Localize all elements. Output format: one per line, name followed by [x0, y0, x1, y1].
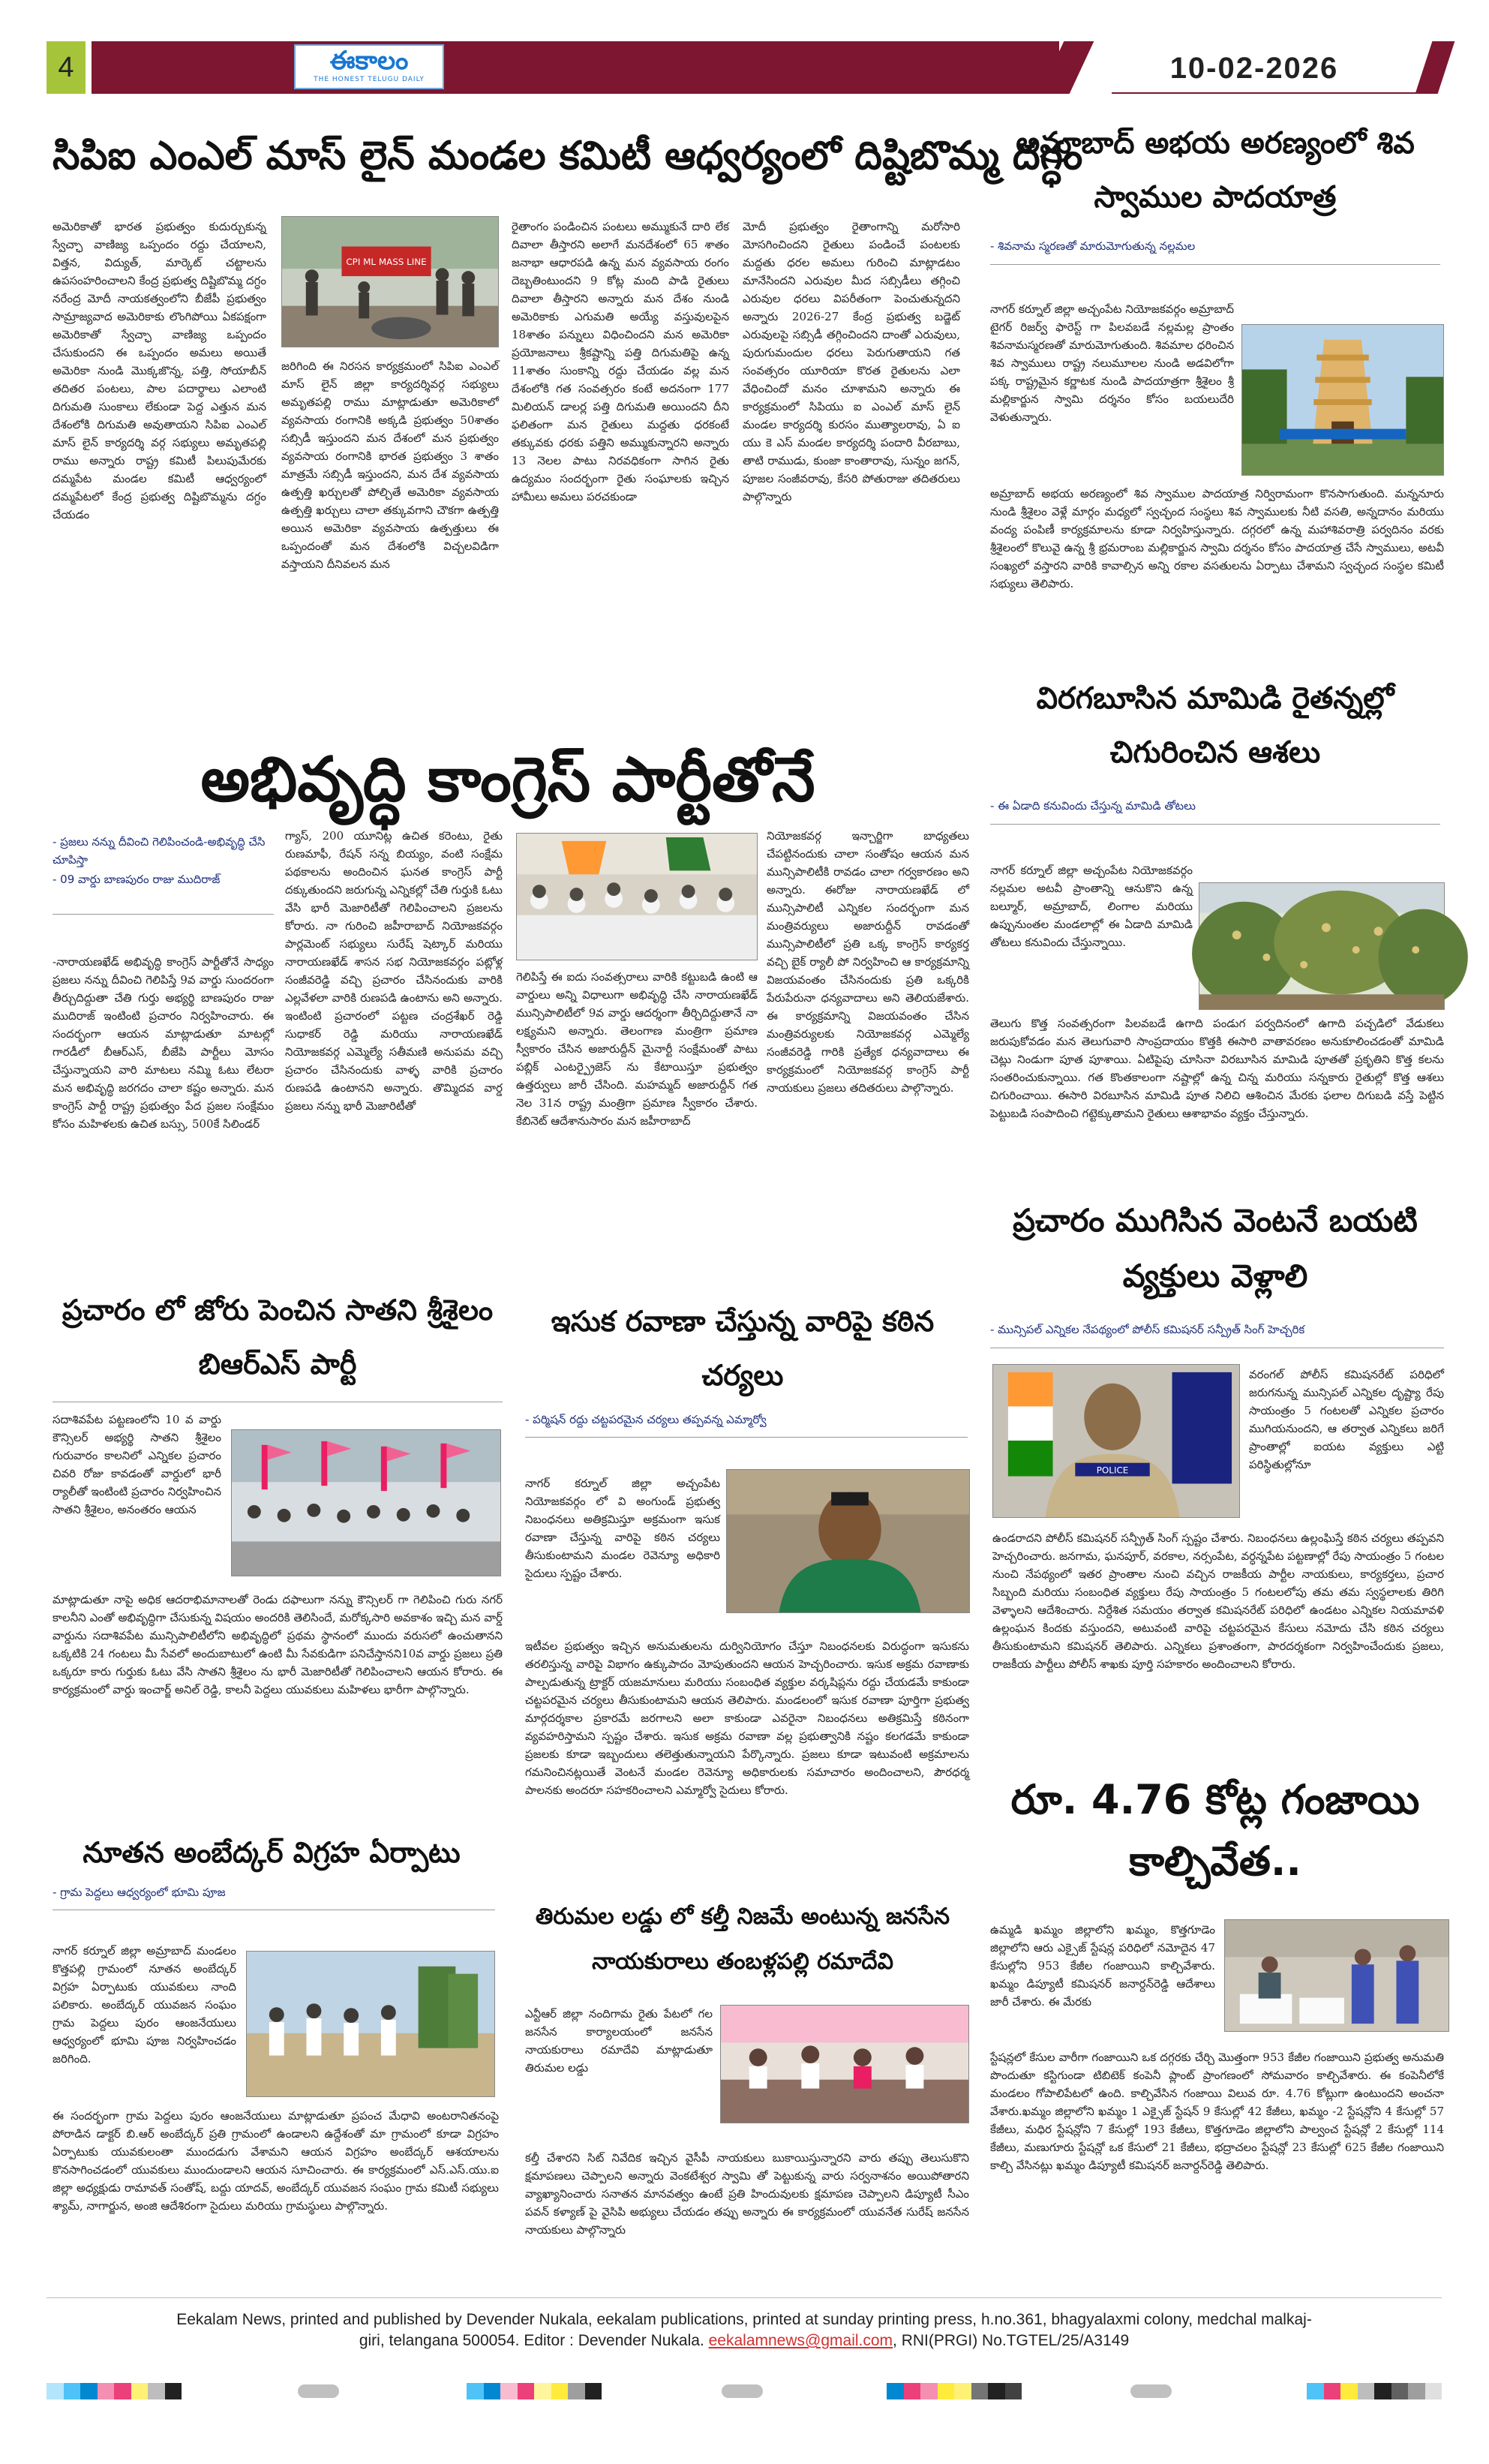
- sand-text-top: నాగర్ కర్నూల్ జిల్లా అచ్చంపేట నియోజకవర్గం లో వి అంగుండ్ ప్రభుత్వ నిబంధనలు అతిక్రమిస్తూ అక్రమంగా ఇసుక రవాణా చేస్తున్న వారిపై కఠిన చర్యలు తీసుకుంటామని మండల రెవెన్యూ అధికారి సైదులు స్పష్టం చేశారు.: [525, 1477, 720, 1580]
- mango-text-bottom: తెలుగు కొత్త సంవత్సరంగా పిలవబడే ఉగాది పండుగ పర్వదినంలో ఉగాది పచ్చడిలో వేడుకలు జరుపుకోవడం మన తెలుగువారి సాంప్రదాయం కొత్తకి ఈసారి వాతావరణం అనుకూలించడంతో మామిడి చెట్లు నిండుగా పూత పూశాయి. ఏటిపైపు చూసినా విరబూసిన మామిడి పూతతో ప్రకృతిని కొత్త కలను సంతరించుకున్నాయి. గత కొంతకాలంగా నష్టాల్లో ఉన్న చిన్న మరియు సన్నకారు రైతుల్లో కొత్త ఆశలు చిగురించాయి. ఈసారి విరబూసిన మామిడి పూత నిలిచి ఆశించిన మేరకు ఫలాల దిగుబడి వస్తే పెట్టిన పెట్టుబడి సంపాదించి గట్టెక్కుతామని రైతులు ఆశాభావం వ్యక్తం చేస్తున్నారు.: [990, 1017, 1444, 1120]
- footer-line-2-start: giri, telangana 500054. Editor : Devender Nukala.: [359, 2332, 709, 2349]
- headline-mango: విరగబూసిన మామిడి రైతన్నల్లో చిగురించిన ఆశలు: [1036, 681, 1394, 770]
- header-slant-right: [1415, 41, 1455, 94]
- sand-rule: [525, 1437, 968, 1438]
- footer-imprint: [47, 2309, 1442, 2354]
- ganja-text-bottom: స్టేషన్లలో కేసుల వారీగా గంజాయిని ఒక దగ్గరకు చేర్చి మొత్తంగా 953 కేజీల గంజాయిని ప్రభుత్వ అనుమతి పొందుతూ కస్టిగుండా టిబిటెక్ కంపెనీ ప్లాంట్ ప్రాంగణంలో సోమవారం కాల్చివేశారు. ఈ కంపెనీలోకే మండలం గోపాలిపేటలో ఉంది. కాల్చివేసిన గంజాయి విలువ రూ. 4.76 కోట్లుగా ఉంటుందని అంచనా వేశారు.ఖమ్మం జిల్లాలోని ఖమ్మం 1 ఎక్సైజ్ స్టేషన్ 9 కేసుల్లో 42 కేజీలు, ఖమ్మం -2 స్టేషన్లోని 4 కేసుల్లో 57 కేజీలు, మధిర స్టేషన్లోని 7 కేసుల్లో 193 కేజీలు, కొత్తగూడెం జిల్లాలోని పాల్వంచ స్టేషన్లో 2 కేసుల్లో 114 కేజీలు, మణుగూరు స్టేషన్లో ఒక కేసులో 21 కేజీలు, భద్రాచలం స్టేషన్లో 23 కేసుల్లో 625 కేజీల గంజాయిని కాల్చి వేసినట్లు ఖమ్మం డిప్యూటీ కమిషనర్ జనార్దన్‌రెడ్డి తెలిపారు.: [990, 2051, 1444, 2172]
- cpi-col2: జరిగింది ఈ నిరసన కార్యక్రమంలో సిపిఐ ఎంఎల్ మాస్ లైన్ జిల్లా కార్యదర్శివర్గ సభ్యులు అమృతపల్లి రాము మాట్లాడుతూ అమెరికాలో వ్యవసాయ రంగానికి అక్కడి ప్రభుత్వం 50శాతం సబ్సిడీ ఇస్తుందని మన దేశంలో మన ప్రభుత్వం వ్యవసాయ రంగానికి భారత ప్రభుత్వం 3 శాతం మాత్రమే సబ్సిడీ ఇస్తుందని, మన దేశ వ్యవసాయ ఉత్పత్తి ఖర్చులతో పోల్చితే అమెరికా వ్యవసాయ ఉత్పత్తి ఖర్చులు చాలా తక్కువగాని చౌకగా ఉత్పత్తి అయిన అమెరికా వ్యవసాయ ఉత్పత్తులు ఈ ఒప్పందంతో మన దేశంలోకి విచ్చలవిడిగా వస్తాయని దీనివలన మన: [281, 359, 499, 571]
- mango-rule: [990, 824, 1440, 825]
- page-number: 4: [58, 52, 74, 83]
- headline-congress: అభివృద్ధి కాంగ్రెస్ పార్టీతోనే: [200, 744, 815, 816]
- headline-sand: ఇసుక రవాణా చేస్తున్న వారిపై కఠిన చర్యలు: [551, 1305, 935, 1392]
- footer-email-link[interactable]: eekalamnews@gmail.com: [708, 2332, 893, 2349]
- brs-text-left: సదాశివపేట పట్టణంలోని 10 వ వార్డు కౌన్సిలర్ అభ్యర్థి సాతని శ్రీశైలం గురువారం కాలనిలో ఎన్నికల ప్రచారం చివరి రోజు కావడంతో వార్డులో భారీ ర్యాలీతో ఇంటింటి ప్రచారం నిర్వహించిన సాతని శ్రీశైలం, అనంతరం ఆయన: [53, 1413, 221, 1516]
- ambedkar-text-top: నాగర్ కర్నూల్ జిల్లా అమ్రాబాద్ మండలం కొత్తపల్లి గ్రామంలో నూతన అంబేద్కర్ విగ్రహ ఏర్పాటుకు యువకులు నాంది పలికారు. అంబేద్కర్ యువజన సంఘం గ్రామ పెద్దలు పురం ఆంజనేయులు ఆధ్వర్యంలో భూమి పూజ నిర్వహించడం జరిగింది.: [53, 1944, 236, 2066]
- headline-ganja: రూ. 4.76 కోట్ల గంజాయి కాల్చివేత..: [1010, 1776, 1420, 1885]
- footer-rule: [47, 2297, 1442, 2298]
- amrabad-subtitle: - శివనామ స్మరణతో మారుమోగుతున్న నల్లమల: [990, 239, 1196, 253]
- cpi-col1: అమెరికాతో భారత ప్రభుత్వం కుదుర్చుకున్న స్వేచ్ఛా వాణిజ్య ఒప్పందం రద్దు చేయాలని, విత్తన, విద్యుత్, మార్కెట్ చట్టాలను ఉపసంహరించాలని కేంద్ర ప్రభుత్వ దిష్టిబొమ్మ దగ్ధం నరేంద్ర మోదీ నాయకత్వంలోని బీజేపీ ప్రభుత్వం సామ్రాజ్యవాద అమెరికాకు లొంగిపోయి ఏకపక్షంగా అమెరికాతో స్వేచ్ఛా వాణిజ్య ఒప్పందం చేసుకుందని ఈ ఒప్పందం అమలు అయితే అమెరికా నుండి మొక్కజొన్న, పత్తి, సోయాబీన్ తదితర పంటలు, పాల పదార్థాలు ఎలాంటి దిగుమతి సుంకాలు లేకుండా పెద్ద ఎత్తున మన దేశంలోకి దిగుమతి అవుతాయని సిపిఐ ఎంఎల్ మాస్ లైన్ కార్యదర్శి వర్గ సభ్యులు అమృతపల్లి రాము అన్నారు రాష్ట్ర కమిటీ పిలుపుమేరకు దమ్మపేట మండల కమిటీ ఆధ్వర్యంలో దమ్మపేటలో కేంద్ర ప్రభుత్వ దిష్టిబొమ్మను దగ్ధం చేయడం: [53, 220, 266, 521]
- footer-line-2: [47, 2330, 1442, 2351]
- headline-cpi: సిపిఐ ఎంఎల్ మాస్ లైన్ మండల కమిటీ ఆధ్వర్యంలో దిష్టిబొమ్మ దగ్ధం: [53, 134, 1083, 179]
- police-subtitle: - మున్సిపల్ ఎన్నికల నేపథ్యంలో పోలీస్ కమిషనర్ సన్ప్రీత్ సింగ్ హెచ్చరిక: [990, 1323, 1305, 1336]
- congress-col1: -నారాయణఖేడ్ అభివృద్ధి కాంగ్రెస్ పార్టీతోనే సాధ్యం ప్రజలు నన్ను దీవించి గెలిపిస్తే 9వ వార్డు సుందరంగా తీర్చుదిద్దుతా చేతి గుర్తు అభ్యర్థి బాణపురం రాజు ముదిరాజ్ ఇంటింటి ప్రచారం నిర్వహించారు. ఈ సందర్భంగా ఆయన మాట్లాడుతూ మాటల్లో గారడీలో బీఆర్ఎస్, బీజేపి పార్టీలు మోసం చేస్తున్నాయని వారి మాటలు నమ్మి ఓటు లేటరా మన అభివృద్ధి జరగదం చాలా కష్టం అన్నారు. మన కాంగ్రెస్ పార్టీ రాష్ట్ర ప్రభుత్వం పేద ప్రజల సంక్షేమం కోసం మహిళలకు ఉచిత బస్సు, 500కే సిలిండర్: [53, 955, 274, 1131]
- congress-rule: [53, 914, 274, 915]
- issue-date: 10-02-2026: [1169, 52, 1339, 85]
- cpi-banner-text: CPI ML MASS LINE: [346, 257, 427, 268]
- logo: [294, 44, 444, 89]
- mango-subtitle: - ఈ ఏడాది కనువిందు చేస్తున్న మామిడి తోటలు: [990, 799, 1196, 813]
- reg-mark-3: [1130, 2384, 1172, 2398]
- page-header: [47, 41, 1442, 95]
- brs-text-bottom: మాట్లాడుతూ నాపై అధిక ఆదరాభిమానాలతో రెండు దఫాలుగా నన్ను కౌన్సిలర్ గా గెలిపించి గురు నగర్ కాలనీని ఎంతో అభివృద్ధిగా చేసుకున్న విషయం అందరికి తెలిసిందే, మరోక్కసారి అవకాశం ఇచ్చి మన వార్డ్ వార్డును సదాశివపేట మున్సిపాలిటీలోని అభివృద్ధిలో ప్రథమ స్థానంలో ముందు వరుసలో ఉంచుతానని ఒక్కటికి 24 గంటలు మీ సేవలో అందుబాటులో ఉంటి మీ సేవకుడిగా పనిచేస్తానని10వ వార్డు ప్రజలు ప్రతి ఒక్కరూ కారు గుర్తుకు ఓటు వేసి సాతని శ్రీశైలం ను భారీ మెజారిటీతో గెలిపించాలని ఆయన కోరారు. ఈ కార్యక్రమంలో వార్డు ఇంచార్జ్ అనిల్ రెడ్డి, కాలనీ పెద్దలు యువకులు మహిళలు భారీగా పాల్గొన్నారు.: [53, 1593, 503, 1696]
- reg-strip-4: [1307, 2383, 1442, 2399]
- photo-ambedkar-puja: [246, 1951, 495, 2097]
- footer-line-2-end: , RNI(PRGI) No.TGTEL/25/A3149: [893, 2332, 1130, 2349]
- header-bar: [92, 41, 1059, 94]
- header-rule-right: [1112, 92, 1427, 94]
- headline-laddu: తిరుమల లడ్డు లో కల్తీ నిజమే అంటున్న జనసేన నాయకురాలు తంబళ్లపల్లి రమాదేవి: [535, 1904, 950, 1975]
- sand-subtitle: - పర్మిషన్ రద్దు చట్టపరమైన చర్యలు తప్పవన్న ఎమ్మార్వో: [525, 1413, 767, 1426]
- photo-ganja-burn: [1224, 1919, 1449, 2032]
- cpi-col3: రైతాంగం పండించిన పంటలు అమ్ముకునే దారి లేక దివాలా తీస్తారని అలాగే మనదేశంలో 65 శాతం జనాభా ఆధారపడి ఉన్న మన వ్యవసాయ రంగం దెబ్బతింటుందని 9 కోట్ల మంది పాడి రైతులు దివాలా తీస్తారని అన్నారు మన దేశం నుండి అమెరికాకు ఎగుమతి అయ్యే వస్తువులపైన 18శాతం పన్నులు విధించిందని మన అమెరికా ప్రయోజనాలు శ్రీకష్టాన్ని పత్తి దిగుమతిపై ఉన్న 11శాతం సుంకాన్ని రద్దు చేయడం వల్ల మన దేశంలోకి గత సంవత్సరం కంటే అదనంగా 177 మిలియన్ డాలర్ల పత్తి దిగుమతి అయిందని దీని ఫలితంగా మన రైతులు మద్దతు ధరకంటే తక్కువకు ధరకు పత్తిని అమ్ముకున్నారని అన్నారు 13 నెలల పాటు నిరవధికంగా సాగిన రైతు ఉద్యమం సందర్భంగా రైతు సంఘాలకు ఇచ్చిన హామీలు అమలు పరచకుండా: [512, 220, 729, 503]
- photo-temple: [1241, 324, 1444, 476]
- headline-brs: ప్రచారం లో జోరు పెంచిన సాతని శ్రీశైలం బిఆర్ఎస్ పార్టీ: [62, 1294, 494, 1381]
- cpi-col4: మోదీ ప్రభుత్వం రైతాంగాన్ని మరోసారి మోసగించిందని రైతులు పండించే పంటలకు మద్దతు ధరల అమలు గురించి మాట్లాడటం మానేసిందని ఎరువుల మీద సబ్సిడీలు తగ్గించి ఎరువుల ధరలు విపరీతంగా పెంచుతున్నదని అన్నారు 2026-27 కేంద్ర ప్రభుత్వ బడ్జెట్ ఎరువులపై సబ్సిడీ తగ్గించిందని దాంతో ఎరువులు, పురుగుమందుల ధరలు పెరుగుతాయని గత సంవత్సరం యూరియా కొరత రైతులను ఎలా వేధించిందో మనం చూశామని అన్నారు ఈ కార్యక్రమంలో సిపియు ఐ ఎంఎల్ మాస్ లైన్ మండల కార్యదర్శి కురసం ముత్యాలరావు, ఏ ఐ యు కె ఎస్ మండల కార్యదర్శి పందారి వీరబాబు, తాటి రాముడు, కుంజా కాంతారావు, సున్నం జగన్, పూజల సంజీవరావు, కేసరి పోతురాజు తదితరులు పాల్గొన్నారు: [743, 220, 960, 503]
- congress-subtitle-1: - ప్రజలు నన్ను దీవించి గెలిపించండి-అభివృద్ధి చేసి చూపిస్తా: [53, 835, 266, 867]
- congress-col2: గ్యాస్, 200 యూనిట్ల ఉచిత కరెంటు, రైతు రుణమాఫీ, రేషన్ సన్న బియ్యం, వంటి సంక్షేమ పథకాలను అందించిన ఘనత కాంగ్రెస్ పార్టీ దక్కుతుందని జరుగున్న ఎన్నికల్లో చేతి గుర్తుకి ఓటు వేసి భారీ మెజారిటీతో గెలిపించాలని ప్రజలను కోరారు. నా గురించి జహీరాబాద్ నియోజకవర్గం పార్లమెంట్ సభ్యులు సురేష్ షెట్కార్ మరియు నారాయణఖేడ్ శాసన సభ నియోజకవర్గం పట్లోళ్ల సంజీవరెడ్డి వచ్చి ప్రచారం చేసినందుకు వారికి ఎల్లవేళలా వారికి రుణపడి ఉంటాను అని అన్నారు. ఇంటింటి ప్రచారంలో పట్టణ చంద్రశేఖర్ రెడ్డి సుధాకర్ రెడ్డి మరియు నారాయణఖేడ్ నియోజకవర్గ ఎమ్మెల్యే సతీమణి అనుపమ వచ్చి ప్రచారం చేసినందుకు వాళ్ళ వారికి ప్రచారం రుణపడి ఉంటానని అన్నారు. తొమ్మిదవ వార్డ ప్రజలు నన్ను భారీ మెజారిటీతో: [285, 829, 503, 1113]
- photo-mro: [726, 1469, 970, 1613]
- photo-congress-rally: [516, 833, 758, 960]
- photo-janasena: [720, 2005, 969, 2123]
- mango-text-top: నాగర్ కర్నూల్ జిల్లా అచ్చంపేట నియోజకవర్గం నల్లమల అటవీ ప్రాంతాన్ని ఆనుకొని ఉన్న బల్మూర్, అమ్రాబాద్, లింగాల మరియు ఉప్పునుంతల మండలాల్లో ఈ ఏడాది మామిడి తోటలు కనువిందు చేస్తున్నాయి.: [990, 864, 1193, 949]
- reg-strip-1: [47, 2383, 182, 2399]
- ambedkar-subtitle: - గ్రామ పెద్దలు ఆధ్వర్యంలో భూమి పూజ: [53, 1886, 226, 1899]
- congress-col4: నియోజకవర్గ ఇన్చార్జిగా బాధ్యతలు చేపట్టినందుకు చాలా సంతోషం ఆయన మన మున్సిపాలిటీకి రావడం చాలా గర్వకారణం అని అన్నారు. ఈరోజు నారాయణఖేడ్ లో మున్సిపాలిటీ ఎన్నికల సందర్భంగా మన మంత్రివర్యులు అజారుద్దీన్ రావడంతో మున్సిపాలిటీలో ప్రతి ఒక్క కాంగ్రెస్ కార్యకర్త వచ్చి బైక్ ర్యాలీ పో నిర్వహించి ఆ కార్యక్రమాన్ని విజయవంతం చేసినందుకు ప్రతి ఒక్కరికి పేరుపేరునా ధన్యవాదాలు అని తెలియజేశారు. ఈ కార్యక్రమాన్ని విజయవంతం చేసిన మంత్రివర్యులకు నియోజకవర్గ ఎమ్మెల్యే సంజీవరెడ్డి గారికి ప్రత్యేక ధన్యవాదాలు ఈ కార్యక్రమంలో నియోజకవర్గ కాంగ్రెస్ పార్టీ నాయకులు ప్రజలు తదితరులు పాల్గొన్నారు.: [767, 829, 969, 1095]
- photo-police-commissioner: [992, 1364, 1240, 1518]
- laddu-text-top: ఎన్టీఆర్ జిల్లా నందిగామ రైతు పేటలో గల జనసేన కార్యాలయంలో జనసేన నాయకురాలు రమాదేవి మాట్లాడుతూ తిరుమల లడ్డు: [525, 2007, 713, 2075]
- headline-ambedkar: నూతన అంబేద్కర్ విగ్రహ ఏర్పాటు: [83, 1836, 461, 1869]
- color-registration-bar: [47, 2383, 1442, 2401]
- reg-strip-2: [467, 2383, 602, 2399]
- headline-police: ప్రచారం ముగిసిన వెంటనే బయటి వ్యక్తులు వెళ్లాలి: [1013, 1202, 1418, 1294]
- reg-strip-3: [887, 2383, 1022, 2399]
- footer-line-1: Eekalam News, printed and published by Devender Nukala, eekalam publications, printed at sunday printing press, h.no.361, bhagyalaxmi colony, medchal malkaj-: [176, 2311, 1312, 2328]
- amrabad-rule: [990, 264, 1440, 265]
- ganja-text-top: ఉమ్మడి ఖమ్మం జిల్లాలోని ఖమ్మం, కొత్తగూడెం జిల్లాలోని ఆరు ఎక్సైజ్ స్టేషన్ల పరిధిలో నమోదైన 47 కేసుల్లోని 953 కేజీల గంజాయిని కాల్చివేశారు. ఖమ్మం డిప్యూటీ కమిషనర్ జనార్దన్‌రెడ్డి ఆదేశాలు జారీ చేశారు. ఈ మేరకు: [990, 1923, 1215, 2009]
- photo-cpi-protest: [281, 216, 499, 347]
- photo-brs-rally: [231, 1429, 501, 1576]
- ambedkar-text-bottom: ఈ సందర్భంగా గ్రామ పెద్దలు పురం ఆంజనేయులు మాట్లాడుతూ ప్రపంచ మేధావి అంటరానితనంపై పోరాడిన డాక్టర్ బి.ఆర్ అంబేద్కర్ ప్రతి గ్రామంలో ఉండాలని ఉద్దేశంతో మా గ్రామంలో కూడా విగ్రహం ఏర్పాటుకు యువకులంతా ముందడుగు వేశామని ఆయన విగ్రహం అంబేద్కర్ ఆశయాలను కొనసాగించడంలో యువకులు ముందుండాలని ఆయన సూచించారు. ఈ కార్యక్రమంలో ఎస్.ఎస్.యు.ఐ జిల్లా అధ్యక్షుడు రామావత్ సంతోష్, బద్దు యాదవ్, అంబేద్కర్ యువజన సంఘం గ్రామ కమిటీ సభ్యులు శ్యామ్, నాగార్జున, అంజి ఆదేశిరంగా సైదులు మరియు గ్రామస్థులు పాల్గొన్నారు.: [53, 2109, 499, 2213]
- amrabad-text-top: నాగర్ కర్నూల్ జిల్లా అచ్చంపేట నియోజకవర్గం అమ్రాబాద్ టైగర్ రిజర్వ్ ఫారెస్ట్ గా పిలవబడే నల్లమల్ల ప్రాంతం శివనామస్మరణతో మారుమోగుతుంది. శివమాల ధరించిన శివ స్వాములు రాష్ట్ర నలుమూలల నుండి అడవిలోగా పక్క రాష్ట్రమైన కర్ణాటక నుండి పాదయాత్రగా శ్రీశైలం శ్రీ మల్లికార్జున స్వామి దర్శనం కోసం బయలుదేరి వెళుతున్నారు.: [990, 302, 1234, 424]
- headline-amrabad: అమ్రాబాద్ అభయ అరణ్యంలో శివ స్వాముల పాదయాత్ర: [1016, 126, 1415, 215]
- logo-text: ఈకాలం: [329, 46, 409, 76]
- sand-text-bottom: ఇటీవల ప్రభుత్వం ఇచ్చిన అనుమతులను దుర్వినియోగం చేస్తూ నిబంధనలకు విరుద్ధంగా ఇసుకను తరలిస్తున్న వారిపై విభాగం ఉక్కుపాదం మోపుతుందని ఆయన హెచ్చరించారు. ఇసుక అక్రమ రవాణాకు పాల్పడుతున్న ట్రాక్టర్ యజమానులు మరియు సంబంధిత వ్యక్తుల వర్కషిప్లను రద్దు చేయడమే కాకుండా చట్టపరమైన చర్యలు తీసుకుంటామని ఆయన తెలిపారు. మండలంలో ఇసుక రవాణా పూర్తిగా ప్రభుత్వ మార్గదర్శకాల ప్రకారమే జరగాలని అలా కాకుండా ఎవరైనా నిబంధనలు అతిక్రమిస్తే కఠినంగా వ్యవహరిస్తామని స్పష్టం చేశారు. ఇసుక అక్రమ రవాణా వల్ల ప్రభుత్వానికి నష్టం కలగడమే కాకుండా ప్రజలకు కూడా ఇబ్బందులు తలెత్తుతున్నాయని పేర్కొన్నారు. ప్రజలు కూడా ఇటువంటి అక్రమాలను గమనించినట్లయితే వెంటనే మండల రెవెన్యూ అధికారులకు సమాచారం అందించాలని, పౌరధర్మ పాలనకు అందరూ సహకరించాలని ఎమ్మార్వో సైదులు కోరారు.: [525, 1639, 969, 1797]
- police-text-bottom: ఉండరాదని పోలీస్ కమిషనర్ సన్ప్రీత్ సింగ్ స్పష్టం చేశారు. నిబంధనలు ఉల్లంఘిస్తే కఠిన చర్యలు తప్పవని హెచ్చరించారు. జనగామ, ఘనపూర్, వరకాల, నర్సంపేట, వర్ధన్నపేట పట్టణాల్లో రేపు సాయంత్రం 5 గంటల నుంచి నేపథ్యంలో ఇతర ప్రాంతాల నుంచి వచ్చిన రాజకీయ పార్టీల నాయకులు, కార్యకర్తలు, ప్రచార సిబ్బంది మరియు సంబంధిత వ్యక్తులు రేపు సాయంత్రం 5 గంటలలోపు తమ తమ స్వస్థలాలకు తిరిగి వెళ్ళాలని ఆదేశించారు. నిర్దేశిత సమయం తర్వాత కమిషనరేట్ పరిధిలో ఉండటం ఎన్నికల నియమావళి ఉల్లంఘన కిందకు వస్తుందని, అటువంటి వారిపై చట్టపరమైన కేసులు నమోదు చేసి కఠిన చర్యలు తీసుకుంటామని కమిషనర్ తెలిపారు. ఎన్నికలు ప్రశాంతంగా, పారదర్శకంగా నిర్వహించేందుకు ప్రజలు, రాజకీయ పార్టీలు పోలీస్ శాఖకు పూర్తి సహకారం అందించాలని కోరారు.: [992, 1531, 1444, 1671]
- logo-tagline: THE HONEST TELUGU DAILY: [314, 76, 425, 83]
- laddu-text-bottom: కల్తీ చేశారని సిట్ నివేదిక ఇచ్చిన వైసీపీ నాయకులు బుకాయిస్తున్నారని వారు తప్పు తెలుసుకొని క్షమాపణలు చెప్పాలని అన్నారు వెంకటేశ్వర స్వామి తో పెట్టుకున్న వారు సర్వనాశనం అయిపోతారని వ్యాఖ్యానించారు సనాతన మానవత్వం ఉంటే ప్రతి హిందువులకు క్షమాపణ చెప్పాలని డిప్యూటీ సీఎం పవన్ కళ్యాణ్ పై వైసిపి అభ్యులు చేయడం తప్పు అన్నారు ఈ కార్యక్రమంలో యువనేత సురేష్ జనసేన నాయకులు పాల్గొన్నారు: [525, 2151, 969, 2237]
- congress-subtitle-2: - 09 వార్డు బాణపురం రాజు ముదిరాజ్: [53, 873, 221, 886]
- photo-mango-trees: [1199, 882, 1445, 1010]
- amrabad-text-bottom: అమ్రాబాద్ అభయ అరణ్యంలో శివ స్వాముల పాదయాత్ర నిర్విరామంగా కొనసాగుతుంది. మన్ననూరు నుండి శ్రీశైలం వెళ్లే మార్గం మధ్యలో స్వచ్ఛంద సంస్థలు శివ స్వాములకు నీటి వసతి, అన్నదానం మరియు వంద్య పంపిణీ కార్యక్రమాలను కూడా నిర్వహిస్తున్నారు. దగ్గరలో ఉన్న మహాశివరాత్రి పర్వదినం వరకు శ్రీశైలంలో కొలువై ఉన్న శ్రీ భ్రమరాంబ మల్లికార్జున స్వామి దర్శనం కోసం పాదయాత్ర చేసే స్వాములు, అటవీ సంఖ్యలో వస్తారని వారికి కావాల్సిన అన్ని రకాల వసతులను ఏర్పాటు చేశామని స్వచ్ఛంద సంస్థల కమిటీ సభ్యులు తెలిపారు.: [990, 487, 1444, 590]
- police-label: POLICE: [1096, 1465, 1129, 1476]
- reg-mark-2: [722, 2384, 763, 2398]
- reg-mark-1: [298, 2384, 339, 2398]
- congress-col3: గెలిపిస్తే ఈ ఐదు సంవత్సరాలు వారికి కట్టుబడి ఉంటి ఆ వార్డులు అన్ని విధాలుగా అభివృద్ధి చేసి నారాయణఖేడ్ మున్సిపాలిటీలో 9వ వార్డు ఆదర్శంగా తీర్చిదిద్దుతానే నా లక్ష్యమని అన్నారు. తెలంగాణ మంత్రిగా ప్రమాణ స్వీకారం చేసిన అజారుద్దీన్ మైనార్టీ సంక్షేమంతో పాటు పబ్లిక్ ఎంటర్ప్రైజెస్ ను కేటాయిస్తూ ప్రభుత్వం ఉత్తర్వులు జారీ చేసింది. మహమ్మద్ అజారుద్దీన్ గత నెల 31న రాష్ట్ర మంత్రిగా ప్రమాణ స్వీకారం చేశారు. కేబినెట్ ఆదేశానుసారం మన జహీరాబాద్: [516, 970, 758, 1128]
- police-text-top: వరంగల్ పోలీస్ కమిషనరేట్ పరిధిలో జరుగనున్న మున్సిపల్ ఎన్నికల దృష్ట్యా రేపు సాయంత్రం 5 గంటలతో ఎన్నికల ప్రచారం ముగియనుందని, ఆ తర్వాత ఎన్నికలు జరిగే ప్రాంతాల్లో ఐయట వ్యక్తులు ఎట్టి పరిస్థితుల్లోనూ: [1249, 1368, 1444, 1471]
